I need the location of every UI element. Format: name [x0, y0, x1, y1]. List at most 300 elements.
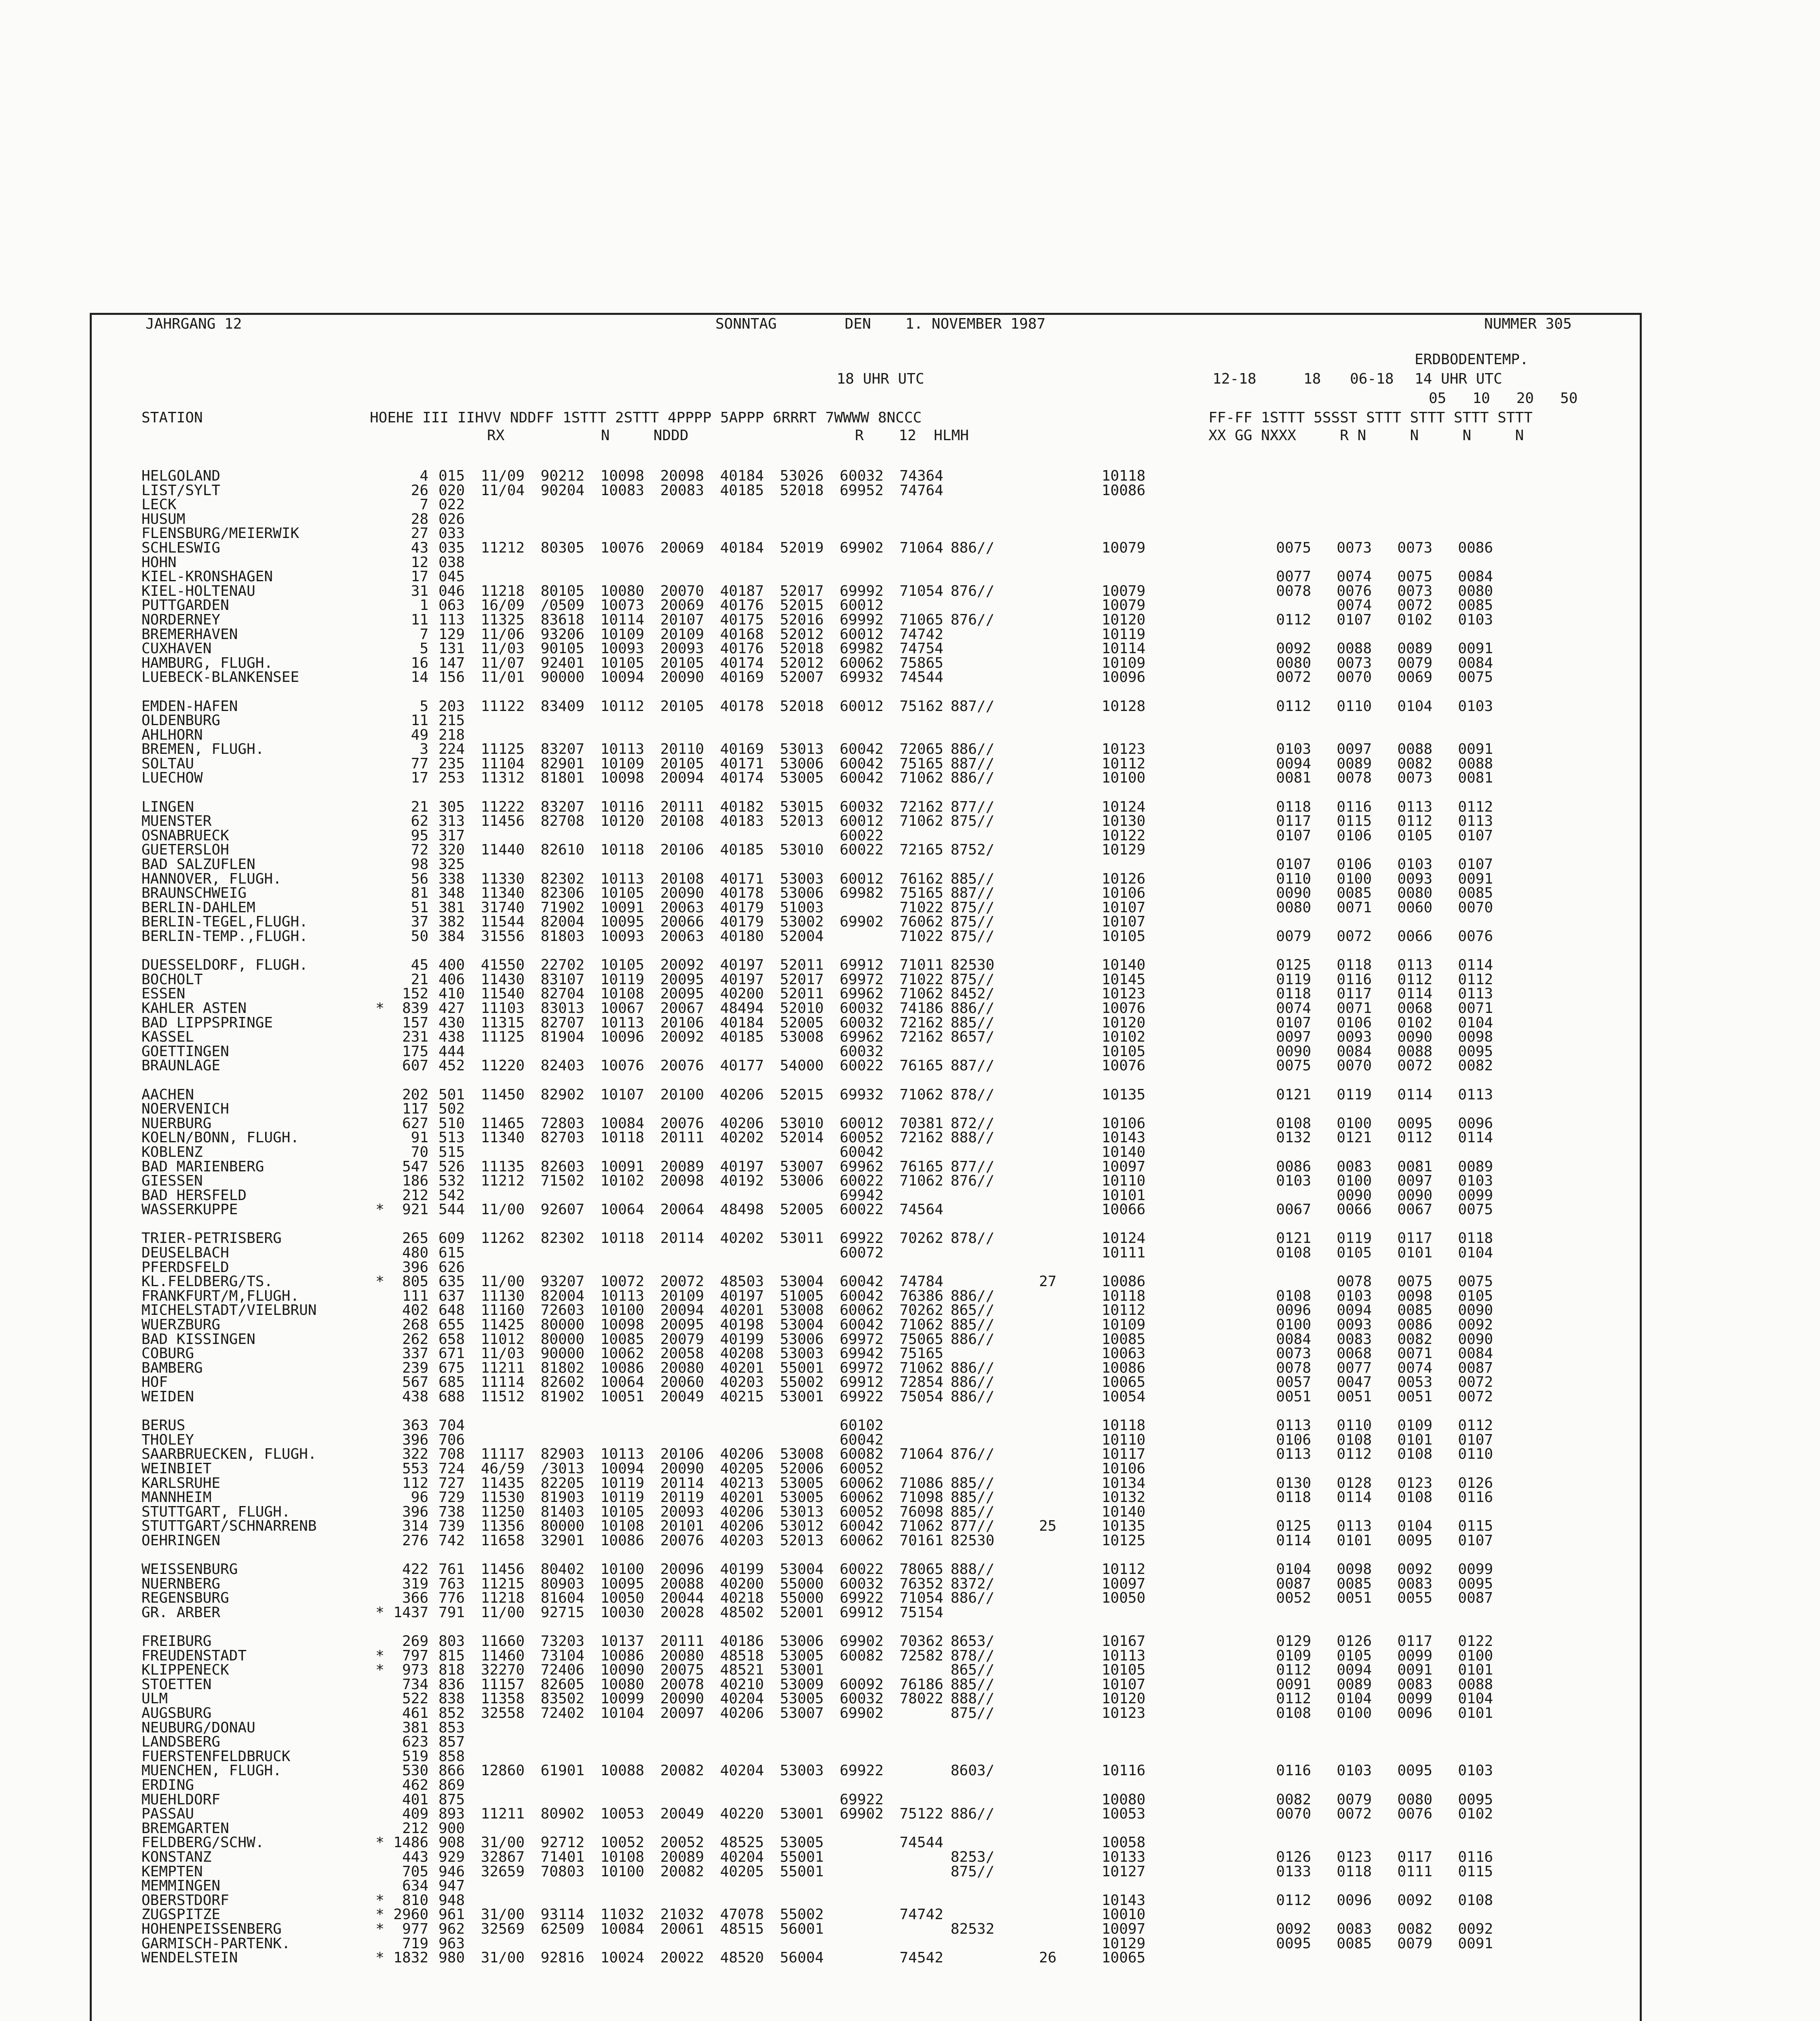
soil-temp: 0096 — [1276, 1303, 1311, 1318]
synop-group: 40178 — [720, 699, 764, 714]
synop-group — [584, 1044, 644, 1059]
synop-group: 53013 — [780, 742, 824, 757]
synop-group: 40171 — [720, 871, 764, 886]
synop-group: 74742 — [899, 1907, 943, 1922]
station-height: 973 — [402, 1663, 428, 1677]
max-temp-group — [1057, 857, 1145, 872]
cloud-group — [943, 656, 996, 671]
mountain-marker: * — [375, 1605, 384, 1620]
soil-temp — [1372, 1721, 1432, 1735]
mountain-marker — [372, 1692, 388, 1706]
soil-temp: 0097 — [1337, 742, 1372, 757]
soil-temp: 0096 — [1458, 1116, 1493, 1131]
table-row — [141, 1649, 1637, 1663]
station-index: 410 — [438, 987, 465, 1001]
soil-temp: 0093 — [1397, 871, 1432, 886]
synop-group: 46/59 — [481, 1461, 525, 1476]
synop-group: 20109 — [660, 627, 704, 642]
max-temp-group — [1057, 512, 1145, 527]
soil-temp: 0112 — [1276, 1663, 1311, 1677]
synop-group — [584, 1937, 644, 1951]
synop-group — [644, 1778, 704, 1793]
soil-temp: 0100 — [1276, 1318, 1311, 1332]
synop-group: 80000 — [540, 1519, 584, 1534]
synop-group: 60042 — [839, 756, 884, 771]
synop-group: 80000 — [540, 1318, 584, 1332]
mountain-marker: * — [375, 1951, 384, 1965]
synop-group — [644, 1735, 704, 1749]
sunshine-group — [1145, 1274, 1251, 1289]
synop-group: 11435 — [481, 1476, 525, 1491]
synop-group: 75165 — [899, 756, 943, 771]
station-index: 033 — [438, 526, 465, 541]
mountain-marker — [372, 1030, 388, 1044]
synop-group: 10094 — [600, 670, 644, 685]
synop-group: 11440 — [481, 843, 525, 858]
gust-value — [996, 555, 1057, 570]
synop-group: 80105 — [540, 584, 584, 599]
soil-temp: 0080 — [1276, 656, 1311, 671]
max-temp-group: 10050 — [1101, 1591, 1145, 1605]
mountain-marker — [372, 1807, 388, 1821]
station-height: 1 — [420, 598, 428, 613]
soil-temp: 0079 — [1397, 1936, 1432, 1951]
synop-group: 40213 — [720, 1476, 764, 1491]
soil-temp — [1432, 1879, 1493, 1893]
gust-value — [996, 1001, 1057, 1016]
synop-group: 20088 — [660, 1576, 704, 1591]
station-height: 734 — [402, 1677, 428, 1692]
mountain-marker — [372, 1318, 388, 1332]
sunshine-group — [1145, 1692, 1251, 1706]
cloud-group: 8452/ — [951, 987, 995, 1001]
synop-group: 53005 — [780, 771, 824, 786]
synop-group — [704, 1821, 764, 1836]
table-row — [141, 1001, 1637, 1016]
synop-group: 40186 — [720, 1634, 764, 1649]
soil-temp: 0103 — [1458, 612, 1493, 627]
synop-group: 48515 — [720, 1922, 764, 1937]
station-height: 480 — [402, 1246, 428, 1260]
soil-temp: 0092 — [1276, 1922, 1311, 1937]
synop-group: 10113 — [600, 1015, 644, 1030]
table-row — [141, 1246, 1637, 1260]
soil-temp — [1311, 1145, 1372, 1160]
synop-group — [465, 1260, 525, 1275]
station-name: KARLSRUHE — [141, 1476, 221, 1491]
synop-group: 40192 — [720, 1174, 764, 1188]
synop-group — [525, 1793, 584, 1807]
synop-group: 10119 — [600, 1476, 644, 1491]
gust-value — [996, 1246, 1057, 1260]
synop-group: 82403 — [540, 1059, 584, 1073]
station-index: 961 — [438, 1907, 465, 1922]
synop-group — [824, 1778, 884, 1793]
gust-value — [996, 1131, 1057, 1145]
synop-group — [824, 901, 884, 915]
synop-group: 60052 — [839, 1131, 884, 1145]
mountain-marker — [372, 771, 388, 785]
synop-group — [704, 570, 764, 584]
synop-group: 20076 — [660, 1533, 704, 1548]
sunshine-group — [1145, 1562, 1251, 1577]
synop-group: 60072 — [839, 1246, 884, 1260]
synop-group: 75165 — [899, 886, 943, 901]
sunshine-group — [1145, 1677, 1251, 1692]
obs-time: 18 UHR UTC — [837, 371, 924, 387]
station-index: 948 — [438, 1893, 465, 1908]
soil-temp: 0123 — [1337, 1850, 1372, 1865]
max-temp-group: 10140 — [1101, 1145, 1145, 1160]
synop-group: 53011 — [780, 1231, 824, 1246]
synop-group: 60042 — [839, 1145, 884, 1160]
mountain-marker — [372, 699, 388, 714]
synop-group: 40197 — [720, 1159, 764, 1174]
station-index: 776 — [438, 1591, 465, 1605]
synop-group: 74544 — [899, 670, 943, 685]
synop-group: 53003 — [780, 1346, 824, 1361]
soil-temp: 0072 — [1397, 1059, 1432, 1073]
soil-temp: 0088 — [1337, 641, 1372, 656]
sunshine-group — [1145, 1634, 1251, 1649]
date: 1. NOVEMBER 1987 — [905, 316, 1046, 332]
synop-group: 11122 — [481, 699, 525, 714]
station-height: 1486 — [393, 1835, 428, 1850]
synop-group: 40204 — [720, 1692, 764, 1707]
station-name: LECK — [141, 498, 177, 512]
synop-group: 80305 — [540, 540, 584, 555]
station-index: 444 — [438, 1044, 465, 1059]
synop-group: 71054 — [899, 584, 943, 599]
max-temp-group — [1057, 1605, 1145, 1620]
max-temp-group: 10066 — [1101, 1202, 1145, 1217]
station-height: 522 — [402, 1692, 428, 1707]
cloud-group: 887// — [951, 699, 995, 714]
sunshine-group — [1145, 1577, 1251, 1591]
synop-group: 31556 — [481, 929, 525, 944]
soil-temp: 0078 — [1337, 1274, 1372, 1289]
synop-group — [644, 1879, 704, 1893]
table-row — [141, 670, 1637, 685]
soil-temp: 0077 — [1337, 1361, 1372, 1375]
soil-temp — [1311, 498, 1372, 512]
synop-group: 53006 — [780, 756, 824, 771]
synop-group — [644, 1188, 704, 1203]
soil-temp: 0097 — [1276, 1030, 1311, 1044]
gust-value — [996, 915, 1057, 929]
gust-value: 26 — [1039, 1951, 1057, 1965]
max-temp-group: 10112 — [1101, 756, 1145, 771]
station-height: 1832 — [393, 1951, 428, 1965]
synop-group: 10064 — [600, 1375, 644, 1390]
soil-temp — [1372, 1735, 1432, 1749]
soil-temp: 0100 — [1337, 871, 1372, 886]
soil-temp: 0082 — [1458, 1059, 1493, 1073]
synop-group: 20069 — [660, 540, 704, 555]
synop-group: 11660 — [481, 1634, 525, 1649]
mountain-marker — [372, 1116, 388, 1131]
soil-temp: 0113 — [1458, 987, 1493, 1001]
soil-temp — [1251, 1102, 1311, 1116]
synop-group: 40184 — [720, 540, 764, 555]
synop-group: 53005 — [780, 1476, 824, 1491]
synop-group: 52013 — [780, 1533, 824, 1548]
synop-group: 11130 — [481, 1289, 525, 1304]
synop-group: 20097 — [660, 1706, 704, 1721]
soil-temp: 0114 — [1276, 1533, 1311, 1548]
station-height: 422 — [402, 1562, 428, 1577]
synop-group — [884, 1260, 943, 1275]
soil-temp: 0098 — [1397, 1289, 1432, 1304]
synop-group: 10116 — [600, 800, 644, 814]
mountain-marker — [372, 1303, 388, 1318]
station-name: HELGOLAND — [141, 469, 221, 483]
table-row — [141, 1289, 1637, 1304]
cloud-group — [943, 1951, 996, 1965]
station-name: KOBLENZ — [141, 1145, 203, 1160]
soil-temp — [1372, 1835, 1432, 1850]
max-temp-group: 10129 — [1101, 843, 1145, 858]
synop-group — [764, 1246, 824, 1260]
station-name: CUXHAVEN — [141, 641, 212, 656]
station-index: 532 — [438, 1174, 465, 1188]
synop-group: 76162 — [899, 871, 943, 886]
station-name: BAD KISSINGEN — [141, 1332, 255, 1347]
synop-group: 82602 — [540, 1375, 584, 1390]
synop-group: 60042 — [839, 1519, 884, 1534]
synop-group: 71062 — [899, 771, 943, 786]
station-name: DUESSELDORF, FLUGH. — [141, 958, 308, 973]
synop-group: 11117 — [481, 1447, 525, 1462]
synop-group — [644, 829, 704, 843]
synop-group: 10095 — [600, 1576, 644, 1591]
sunshine-group — [1145, 1016, 1251, 1030]
max-temp-group: 10120 — [1101, 1692, 1145, 1707]
station-height: 7 — [420, 627, 428, 642]
gust-value — [996, 728, 1057, 743]
synop-group: 48521 — [720, 1663, 764, 1677]
soil-temp: 0092 — [1397, 1893, 1432, 1908]
mountain-marker — [372, 1131, 388, 1145]
soil-temp — [1251, 526, 1311, 541]
synop-group: 81803 — [540, 929, 584, 944]
gust-value — [996, 1821, 1057, 1836]
max-temp-group: 10118 — [1101, 469, 1145, 483]
synop-group: 75054 — [899, 1390, 943, 1404]
soil-temp: 0074 — [1337, 598, 1372, 613]
soil-temp: 0081 — [1276, 771, 1311, 786]
sunshine-group — [1145, 1764, 1251, 1778]
soil-temp — [1251, 915, 1311, 929]
synop-group: 10119 — [600, 1490, 644, 1505]
soil-temp — [1432, 1821, 1493, 1836]
cloud-group: 875// — [951, 915, 995, 929]
soil-temp: 0067 — [1276, 1202, 1311, 1217]
table-row — [141, 1030, 1637, 1044]
gust-value — [996, 656, 1057, 671]
synop-group — [584, 1246, 644, 1260]
soil-temp: 0073 — [1397, 584, 1432, 599]
station-name: FREIBURG — [141, 1634, 212, 1649]
soil-temp: 0073 — [1337, 656, 1372, 671]
sunshine-group — [1145, 555, 1251, 570]
station-name: BERLIN-TEMP.,FLUGH. — [141, 929, 308, 944]
synop-group: 71022 — [899, 972, 943, 987]
synop-group: 20044 — [660, 1591, 704, 1605]
sunshine-group — [1145, 1131, 1251, 1145]
soil-temp: 0104 — [1458, 1246, 1493, 1260]
synop-group: 76165 — [899, 1059, 943, 1073]
cloud-group — [943, 498, 996, 512]
soil-temp: 0112 — [1397, 972, 1432, 987]
group-separator — [141, 1404, 1637, 1419]
cloud-group — [943, 1346, 996, 1361]
soil-temp: 0108 — [1337, 1432, 1372, 1447]
soil-temp: 0118 — [1337, 1864, 1372, 1879]
station-name: WASSERKUPPE — [141, 1202, 238, 1217]
sunshine-group — [1145, 901, 1251, 915]
synop-group: 52018 — [780, 483, 824, 498]
synop-group — [764, 713, 824, 728]
station-height: 409 — [402, 1807, 428, 1821]
synop-group: 53008 — [780, 1030, 824, 1044]
max-temp-group: 10096 — [1101, 670, 1145, 685]
synop-group: 20101 — [660, 1519, 704, 1534]
station-height: 239 — [402, 1361, 428, 1375]
group-separator — [141, 944, 1637, 958]
synop-group — [884, 1418, 943, 1433]
synop-group: 69902 — [839, 915, 884, 929]
soil-temp: 0069 — [1397, 670, 1432, 685]
station-name: HOHENPEISSENBERG — [141, 1922, 282, 1937]
table-row — [141, 1102, 1637, 1116]
synop-group: 40206 — [720, 1116, 764, 1131]
station-height: 363 — [402, 1418, 428, 1433]
synop-group — [584, 728, 644, 743]
mountain-marker — [372, 987, 388, 1001]
sunshine-group — [1145, 541, 1251, 555]
soil-temp: 0116 — [1276, 1764, 1311, 1778]
max-temp-group — [1057, 555, 1145, 570]
soil-temp: 0107 — [1276, 857, 1311, 872]
max-temp-group: 10133 — [1101, 1850, 1145, 1865]
gust-value — [996, 1577, 1057, 1591]
synop-group — [584, 857, 644, 872]
synop-group: 11215 — [481, 1576, 525, 1591]
synop-group: 20111 — [660, 800, 704, 814]
sunshine-group — [1145, 1749, 1251, 1764]
soil-temp — [1372, 1821, 1432, 1836]
table-row — [141, 1821, 1637, 1836]
synop-group: 40171 — [720, 756, 764, 771]
synop-group: 53026 — [780, 469, 824, 483]
synop-group: 82004 — [540, 915, 584, 929]
synop-group: 60042 — [839, 1289, 884, 1304]
soil-temp: 0119 — [1276, 972, 1311, 987]
synop-group: 20109 — [660, 1289, 704, 1304]
column-codes-2: RX N NDDD R 12 HLMH — [487, 427, 969, 444]
soil-temp — [1251, 1907, 1311, 1922]
synop-group: 11312 — [481, 771, 525, 786]
synop-group: 52011 — [780, 958, 824, 973]
table-row — [141, 1793, 1637, 1807]
max-temp-group: 10140 — [1101, 1504, 1145, 1519]
soil-temp: 0089 — [1397, 641, 1432, 656]
soil-temp: 0118 — [1276, 800, 1311, 814]
soil-temp: 0076 — [1458, 929, 1493, 944]
synop-group: 20095 — [660, 1318, 704, 1332]
synop-group — [704, 1879, 764, 1893]
synop-group: 20082 — [660, 1764, 704, 1778]
cloud-group: 885// — [951, 1677, 995, 1692]
synop-group: 20067 — [660, 1001, 704, 1016]
soil-temp — [1311, 1462, 1372, 1476]
max-temp-group — [1057, 728, 1145, 743]
synop-group: 20061 — [660, 1922, 704, 1937]
soil-temp: 0091 — [1458, 641, 1493, 656]
soil-temp — [1432, 1260, 1493, 1275]
max-temp-group: 10118 — [1101, 1418, 1145, 1433]
station-index: 946 — [438, 1864, 465, 1879]
soil-temp: 0074 — [1337, 570, 1372, 584]
synop-group: 69982 — [839, 886, 884, 901]
gust-value — [996, 872, 1057, 886]
max-temp-group: 10110 — [1101, 1174, 1145, 1188]
soil-temp — [1251, 598, 1311, 613]
synop-group: 60062 — [839, 1490, 884, 1505]
synop-group — [764, 1879, 824, 1893]
synop-group — [644, 498, 704, 512]
soil-temp: 0102 — [1397, 612, 1432, 627]
synop-group: 20066 — [660, 915, 704, 929]
synop-group: 20080 — [660, 1648, 704, 1663]
synop-group: 10112 — [600, 699, 644, 714]
station-name: KIEL-HOLTENAU — [141, 584, 255, 599]
cloud-group: 887// — [951, 756, 995, 771]
soil-temp — [1311, 843, 1372, 857]
table-row — [141, 1476, 1637, 1491]
synop-group: 10108 — [600, 1519, 644, 1534]
table-row — [141, 584, 1637, 599]
column-codes-right-2: XX GG NXXX R N N N N — [1208, 427, 1524, 444]
synop-group — [764, 829, 824, 843]
synop-group: 40185 — [720, 1030, 764, 1044]
soil-temp: 0108 — [1397, 1490, 1432, 1505]
synop-group: 60092 — [839, 1677, 884, 1692]
station-height: 111 — [402, 1289, 428, 1304]
synop-group — [525, 1188, 584, 1203]
max-temp-group: 10112 — [1101, 1303, 1145, 1318]
synop-group: 11212 — [481, 540, 525, 555]
synop-group: 10102 — [600, 1174, 644, 1188]
soil-temp: 0080 — [1397, 886, 1432, 901]
soil-temp: 0100 — [1337, 1116, 1372, 1131]
cloud-group — [943, 1821, 996, 1836]
synop-group: 11125 — [481, 1030, 525, 1044]
max-temp-group: 10167 — [1101, 1634, 1145, 1649]
max-temp-group: 10065 — [1101, 1375, 1145, 1390]
max-temp-group: 10134 — [1101, 1476, 1145, 1491]
station-height: 5 — [420, 641, 428, 656]
synop-group — [824, 1907, 884, 1922]
soil-temp: 0073 — [1276, 1346, 1311, 1361]
synop-group: 82704 — [540, 987, 584, 1001]
station-index: 818 — [438, 1663, 465, 1677]
synop-group — [525, 498, 584, 512]
synop-group: /0509 — [540, 598, 584, 613]
synop-group: 52001 — [780, 1605, 824, 1620]
station-height: 262 — [402, 1332, 428, 1347]
